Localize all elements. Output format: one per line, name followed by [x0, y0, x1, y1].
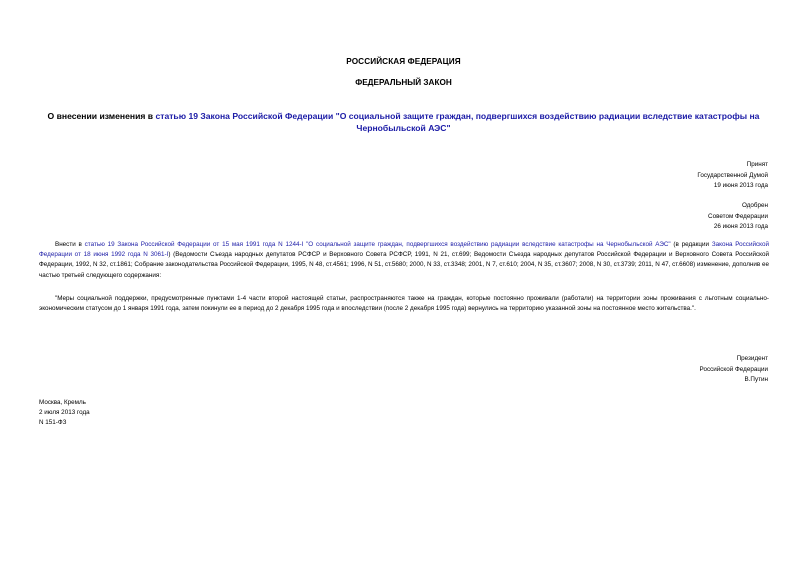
approved-label: Одобрен: [741, 202, 768, 209]
adopted-body: Государственной Думой: [697, 171, 768, 179]
law-title-link[interactable]: статью 19 Закона Российской Федерации "О социальной защите граждан, подвергшихся воздействию радиации вследствие катастрофы на Чернобыльской АЭС": [155, 111, 760, 133]
p1-link-article19[interactable]: статью 19 Закона Российской Федерации от 15 мая 1991 года N 1244-I "О социальной защите граждан, подвергшихся воздействию радиации вследствие катастрофы на Чернобыльской АЭС": [84, 241, 671, 248]
paragraph-amendment: [39, 240, 769, 281]
place-block: [39, 398, 90, 429]
p1-link-law-3061[interactable]: Закона Российской Федерации от 18 июня 1992 года N 3061-I: [39, 241, 769, 259]
law-title: [30, 110, 777, 134]
place-number: N 151-ФЗ: [39, 419, 67, 427]
header-doc-type: ФЕДЕРАЛЬНЫЙ ЗАКОН: [355, 78, 452, 87]
signature-body: Российской Федерации: [699, 365, 768, 373]
law-title-prefix: О внесении изменения в: [47, 111, 156, 121]
adopted-date: 19 июня 2013 года: [713, 182, 768, 189]
signature-name: В.Путин: [744, 376, 768, 383]
adopted-label: Принят: [746, 161, 768, 168]
approved-block: [708, 201, 768, 233]
header-country: РОССИЙСКАЯ ФЕДЕРАЦИЯ: [346, 57, 461, 66]
signature-block: [700, 354, 768, 386]
p1-start: Внести в: [55, 241, 85, 248]
paragraph-new-part: "Меры социальной поддержки, предусмотренные пунктами 1-4 части второй настоящей статьи, распространяются также на граждан, которые постоянно проживали (работали) на территории зоны проживания с льготным социально-экономическим статусом до 1 января 1991 года, затем покинули ее в период до 2 декабря 1995 года и впоследствии (после 2 декабря 1995 года) вернулись на территорию указанной зоны на постоянное место жительства.".: [39, 295, 769, 313]
signature-title: Президент: [736, 355, 768, 362]
p1-mid: (в редакции: [670, 241, 712, 248]
adopted-block: [697, 160, 768, 192]
place-city: Москва, Кремль: [39, 399, 86, 406]
approved-date: 26 июня 2013 года: [713, 223, 768, 230]
approved-body: Советом Федерации: [708, 212, 768, 220]
place-date: 2 июля 2013 года: [39, 409, 90, 417]
p1-end: ) (Ведомости Съезда народных депутатов РСФСР и Верховного Совета РСФСР, 1991, N 21, ст.699; Ведомости Съезда народных депутатов Российской Федерации и Верховного Совета Российской Федерации, 1992, N 32, ст.1861; Собрание законодательства Российской Федерации, 1995, N 48, ст.4561; 1996, N 51, ст.5680; 2000, N 33, ст.3348; 2001, N 7, ст.610; 2004, N 35, ст.3607; 2008, N 30, ст.3739; 2011, N 47, ст.6608) изменение, дополнив ее частью третьей следующего содержания:: [39, 251, 769, 279]
